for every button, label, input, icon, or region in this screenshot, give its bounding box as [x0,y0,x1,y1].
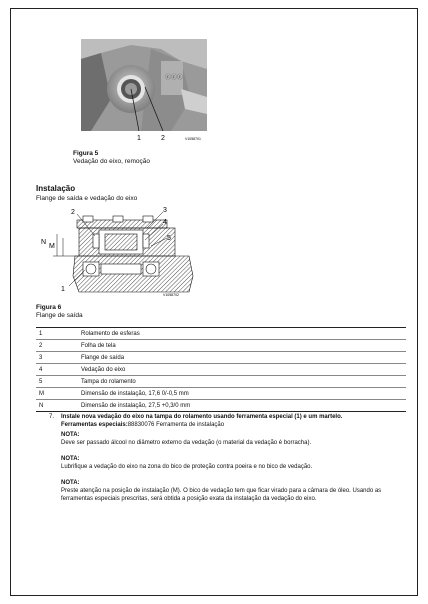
diagram-label-4: 4 [163,219,167,226]
legend-value: Tampa do rolamento [78,376,406,388]
note-2-text: Lubrifique a vedação do eixo na zona do bico de proteção contra poeira e no bico de vedação. [61,464,313,470]
figure6-code: V1058702 [163,293,179,297]
legend-row [36,328,406,340]
note-1-label: NOTA: [61,432,80,438]
note-1-text: Deve ser passado álcool no diâmetro externo da vedação (o material da vedação é borracha). [61,440,312,446]
legend-key: M [36,388,78,400]
section-subtitle: Flange de saída e vedação do eixo [36,195,138,202]
tools-value: 88830076 Ferramenta de instalação [127,422,225,428]
note-2 [61,455,406,471]
step-7 [49,413,406,503]
tools-label: Ferramentas especiais: [61,422,128,428]
document-page [10,8,418,596]
figure5-code: V1058701 [185,137,201,141]
note-3 [61,479,406,503]
legend-key: 2 [36,340,78,352]
legend-key: 1 [36,328,78,340]
step-number: 7. [49,414,55,420]
svg-text:ⓒⓒⓒ: ⓒⓒⓒ [165,74,184,81]
legend-key: 4 [36,364,78,376]
legend-value: Dimensão de instalação, 17,6 0/-0,5 mm [78,388,406,400]
figure6-title: Figura 6 [36,304,62,311]
legend-table [36,327,406,412]
figure6-diagram [39,206,197,298]
diagram-label-3: 3 [163,207,167,214]
figure6-caption: Flange de saída [36,312,83,319]
photo-label-1: 1 [137,135,141,142]
figure5-caption-block [73,150,150,166]
diagram-label-n: N [41,239,47,246]
diagram-label-5: 5 [167,235,171,242]
diagram-label-2: 2 [71,209,75,216]
legend-value: Folha de tela [78,340,406,352]
legend-value: Dimensão de instalação, 27,5 +0,3/0 mm [78,400,406,412]
figure6-caption-block [36,304,83,320]
tools-line [61,421,406,429]
legend-key: N [36,400,78,412]
note-2-label: NOTA: [61,456,80,462]
photo-label-2: 2 [161,135,165,142]
figure5-caption: Vedação do eixo, remoção [73,158,150,165]
legend-row [36,364,406,376]
diagram-label-1: 1 [61,286,65,293]
legend-key: 5 [36,376,78,388]
legend-key: 3 [36,352,78,364]
diagram-label-m: M [49,243,55,250]
section-title: Instalação [36,184,76,193]
legend-row [36,388,406,400]
legend-row [36,352,406,364]
figure5-title: Figura 5 [73,150,99,157]
legend-row [36,340,406,352]
legend-value: Flange de saída [78,352,406,364]
legend-value: Rolamento de esferas [78,328,406,340]
legend-row [36,400,406,412]
legend-row [36,376,406,388]
note-1 [61,431,406,447]
note-3-text: Preste atenção na posição de instalação (M). O bico de vedação tem que ficar virado para a câmara de óleo. Usando as ferramentas especiais prescritas, será obtida a posição exata da instalação da vedação do eixo. [61,488,382,502]
legend-value: Vedação do eixo [78,364,406,376]
figure5-photo [81,39,207,145]
note-3-label: NOTA: [61,480,80,486]
step-instruction: Instale nova vedação do eixo na tampa do rolamento usando ferramenta especial (1) e um martelo. [61,414,343,420]
